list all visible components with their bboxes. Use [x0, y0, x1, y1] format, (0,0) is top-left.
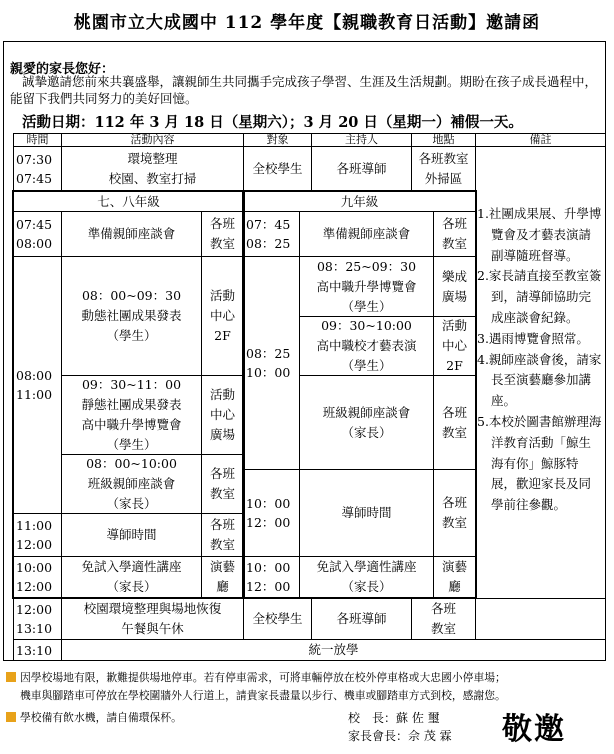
grade78-r1-content: 準備親師座談會 [61, 211, 202, 257]
greeting: 親愛的家長您好： [10, 62, 115, 77]
grade78-r1-place: 各班 教室 [201, 211, 244, 257]
remark-item: 1.社團成果展、升學博覽會及才藝表演請副導隨班督導。 [477, 206, 602, 263]
bullet-icon [6, 712, 16, 722]
grade78-r6-time: 10:00 12:00 [13, 556, 62, 598]
header-target: 對象 [243, 133, 312, 147]
grade78-r3-place: 活動 中心 廣場 [201, 375, 244, 455]
grade9-r2-place: 樂成 廣場 [433, 256, 476, 317]
grade78-r6-place: 演藝 廳 [201, 556, 244, 598]
row1-time: 07:30 07:45 [13, 146, 62, 191]
parent-chair: 家長會長：佘 茂 霖 [348, 729, 452, 743]
end-remark [475, 598, 606, 640]
grade9-r2-content: 08：25~09：30 高中職升學博覽會 （學生） [299, 256, 434, 317]
grade78-r4-place: 各班 教室 [201, 454, 244, 514]
grade9-r3-content: 09：30~10:00 高中職校才藝表演 （學生） [299, 316, 434, 376]
grade9-r6-content: 免試入學適性講座 （家長） [299, 556, 434, 598]
grade78-r2-place: 活動 中心 2F [201, 256, 244, 376]
grade9-r4-place: 各班 教室 [433, 375, 476, 470]
grade9-r1-place: 各班 教室 [433, 211, 476, 257]
grade9-r3-place: 活動 中心 2F [433, 316, 476, 376]
seal-signature: 敬邀 [502, 712, 566, 747]
grade78-r1-time: 07:45 08:00 [13, 211, 62, 257]
dismiss-content: 統一放學 [61, 639, 606, 661]
grade78-r5-place: 各班 教室 [201, 513, 244, 557]
grade9-r5-content: 導師時間 [299, 469, 434, 557]
grade78-r6-content: 免試入學適性講座 （家長） [61, 556, 202, 598]
header-remark: 備註 [475, 133, 606, 147]
water-note [6, 710, 182, 726]
parking-text-1: 因學校場地有限，歉難提供場地停車。若有停車需求，可將車輛停放在校外停車格或大忠國小停車場； [20, 671, 506, 684]
end-content: 校園環境整理與場地恢復 午餐與午休 [61, 598, 244, 640]
grade78-r4-content: 08：00~10:00 班級親師座談會 （家長） [61, 454, 202, 514]
activity-date: 活動日期：112 年 3 月 18 日（星期六）；3 月 20 日（星期一）補假一天。 [22, 114, 523, 131]
bullet-icon [6, 672, 16, 682]
grade9-r1-content: 準備親師座談會 [299, 211, 434, 257]
row1-content: 環境整理 校園、教室打掃 [61, 146, 244, 191]
intro-text: 誠摯邀請您前來共襄盛舉，讓親師生共同攜手完成孩子學習、生涯及生活規劃。期盼在孩子成長過程中，能留下我們共同努力的美好回憶。 [10, 74, 598, 106]
parking-text-2: 機車與腳踏車可停放在學校圍牆外人行道上，請貴家長盡量以步行、機車或腳踏車方式到校，感謝您。 [20, 689, 506, 702]
parking-note-1 [6, 670, 506, 686]
remark-item: 2.家長請直接至教室簽到，請導師協助完成座談會紀錄。 [477, 268, 602, 325]
water-text: 學校備有飲水機，請自備環保杯。 [20, 711, 182, 724]
grade9-r6-time: 10：00 12：00 [243, 556, 300, 598]
remark-item: 5.本校於圖書館辦理海洋教育活動「鯨生海有你」鯨豚特展，歡迎家長及同學前往參觀。 [477, 413, 602, 513]
grade78-r5-content: 導師時間 [61, 513, 202, 557]
header-place: 地點 [411, 133, 476, 147]
row1-place: 各班教室 外掃區 [411, 146, 476, 191]
header-time: 時間 [13, 133, 62, 147]
page-title: 桃園市立大成國中 112 學年度【親職教育日活動】邀請函 [73, 13, 541, 33]
grade9-r1-time: 07：45 08：25 [243, 211, 300, 257]
remarks-list [477, 204, 603, 516]
end-target: 全校學生 [243, 598, 312, 640]
grade78-r2-content: 08：00~09：30 動態社團成果發表 （學生） [61, 256, 202, 376]
grade9-r5-place: 各班 教室 [433, 469, 476, 557]
grade9-big-time: 08：25 10：00 [243, 256, 300, 470]
remark-item: 4.親師座談會後，請家長至演藝廳參加講座。 [477, 351, 602, 409]
header-host: 主持人 [311, 133, 412, 147]
end-host: 各班導師 [311, 598, 412, 640]
grade78-r3-content: 09：30~11：00 靜態社團成果發表 高中職升學博覽會 （學生） [61, 375, 202, 455]
grade78-big-time: 08:00 11:00 [13, 256, 62, 514]
grade78-label: 七、八年級 [13, 191, 244, 212]
principal: 校 長：蘇 佐 璽 [348, 711, 440, 725]
end-time: 12:00 13:10 [13, 598, 62, 640]
row1-target: 全校學生 [243, 146, 312, 191]
row1-host: 各班導師 [311, 146, 412, 191]
grade9-r4-content: 班級親師座談會 （家長） [299, 375, 434, 470]
remark-item: 3.遇雨博覽會照常。 [477, 330, 589, 346]
dismiss-time: 13:10 [13, 639, 62, 661]
end-place: 各班 教室 [411, 598, 476, 640]
grade9-r5-time: 10：00 12：00 [243, 469, 300, 557]
grade78-r5-time: 11:00 12:00 [13, 513, 62, 557]
grade9-r6-place: 演藝 廳 [433, 556, 476, 598]
grade9-label: 九年級 [243, 191, 476, 212]
header-content: 活動內容 [61, 133, 244, 147]
